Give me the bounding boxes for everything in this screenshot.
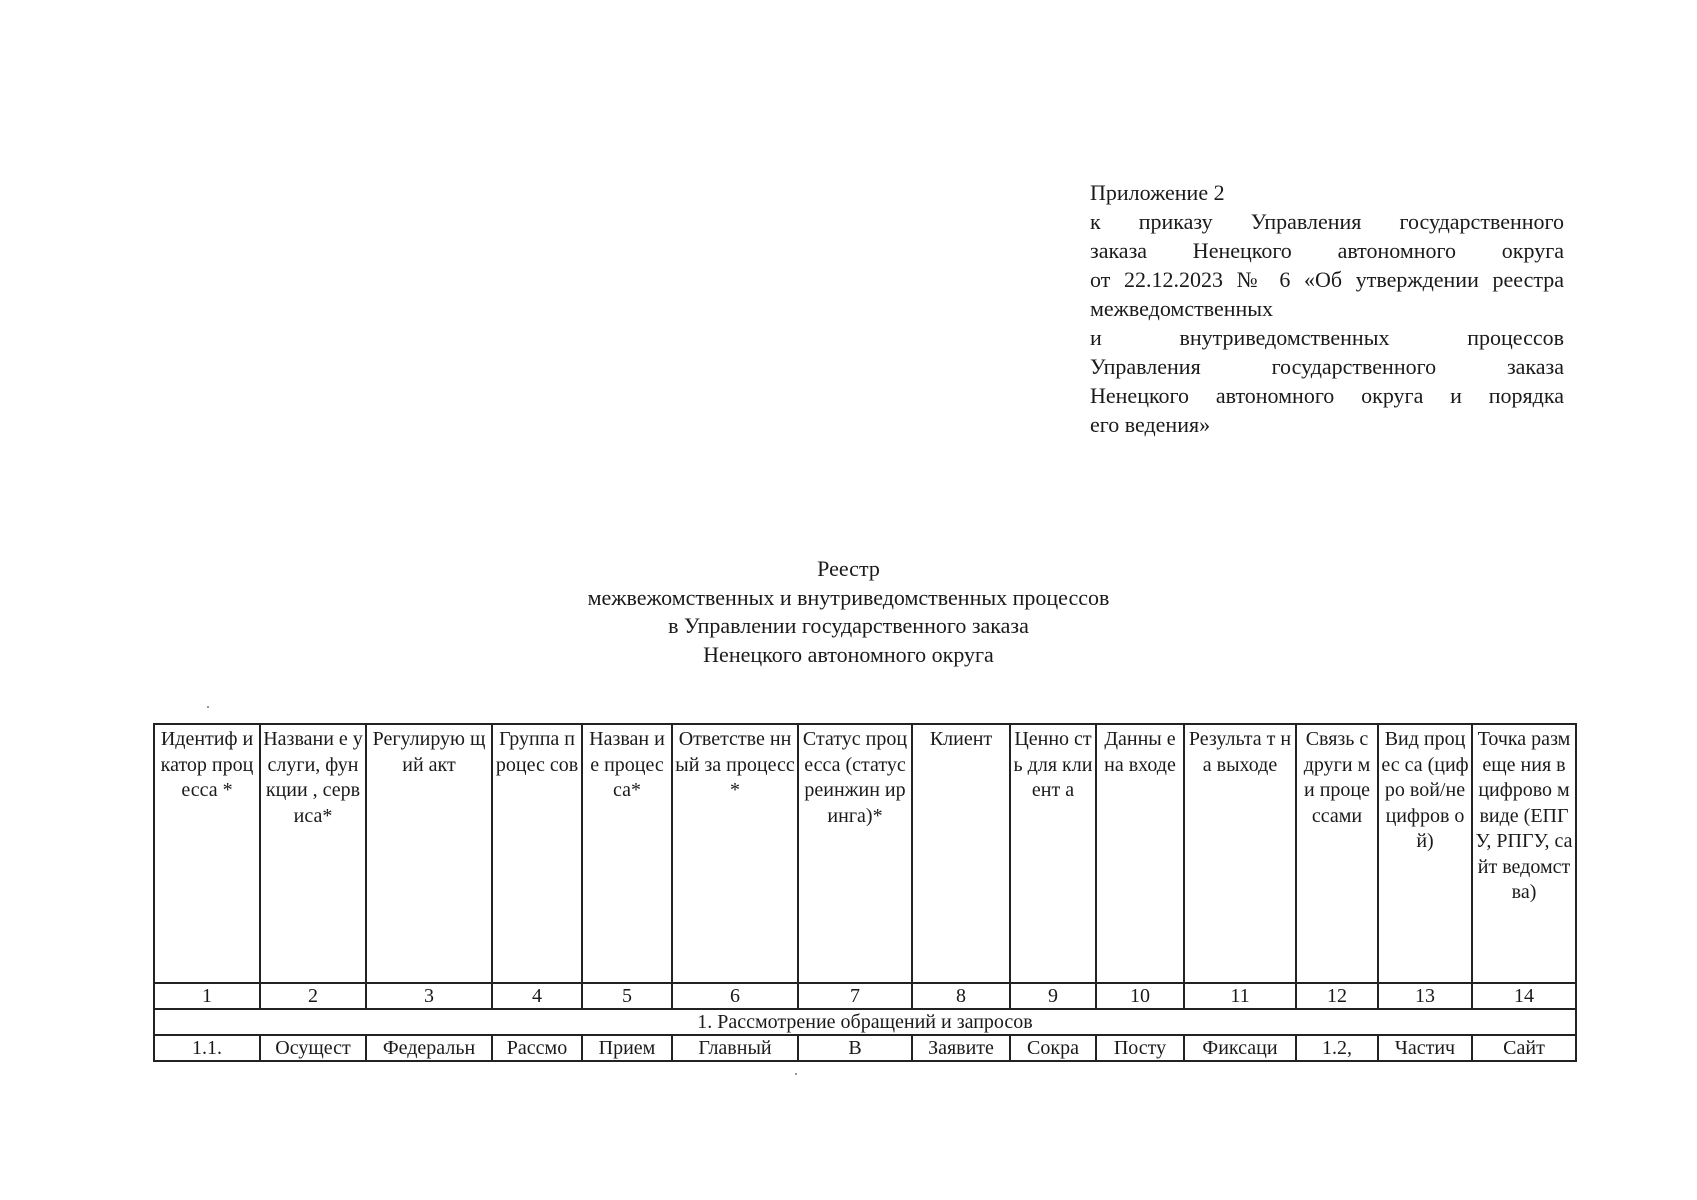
registry-title-line: в Управлении государственного заказа bbox=[668, 613, 1029, 638]
scan-speck bbox=[207, 706, 209, 708]
appendix-line: к приказу Управления государственного bbox=[1090, 209, 1564, 234]
appendix-block bbox=[1090, 178, 1564, 439]
column-number: 13 bbox=[1378, 983, 1472, 1009]
column-number: 7 bbox=[798, 983, 912, 1009]
column-number: 14 bbox=[1472, 983, 1576, 1009]
table-cell: Частич bbox=[1378, 1035, 1472, 1061]
column-header: Назван ие процес са* bbox=[582, 724, 672, 983]
appendix-line: Управления государственного заказа bbox=[1090, 354, 1564, 379]
table-cell: Прием bbox=[582, 1035, 672, 1061]
registry-title-line: межвежомственных и внутриведомственных процессов bbox=[587, 584, 1110, 610]
column-number: 9 bbox=[1010, 983, 1096, 1009]
table-cell: 1.1. bbox=[154, 1035, 260, 1061]
column-number: 11 bbox=[1184, 983, 1296, 1009]
registry-title-line: Реестр bbox=[817, 556, 880, 581]
column-number-row bbox=[154, 983, 1576, 1009]
column-number: 2 bbox=[260, 983, 366, 1009]
column-header: Названи е услуги, функции , сервиса* bbox=[260, 724, 366, 983]
column-number: 6 bbox=[672, 983, 798, 1009]
appendix-line: Ненецкого автономного округа и порядка bbox=[1090, 383, 1564, 408]
column-number: 1 bbox=[154, 983, 260, 1009]
column-header: Ответстве нный за процесс* bbox=[672, 724, 798, 983]
column-header: Клиент bbox=[912, 724, 1010, 983]
column-header: Связь с други ми проце ссами bbox=[1296, 724, 1378, 983]
section-row bbox=[154, 1009, 1576, 1035]
table-cell: Федеральн bbox=[366, 1035, 492, 1061]
table-cell: Осущест bbox=[260, 1035, 366, 1061]
column-header: Ценно сть для клиент а bbox=[1010, 724, 1096, 983]
column-header: Вид процес са (цифро вой/не цифров ой) bbox=[1378, 724, 1472, 983]
table-row bbox=[154, 1035, 1576, 1061]
section-title: 1. Рассмотрение обращений и запросов bbox=[154, 1009, 1576, 1035]
appendix-line: межведомственных bbox=[1090, 296, 1274, 321]
registry-title bbox=[0, 555, 1697, 669]
table-cell: Сокра bbox=[1010, 1035, 1096, 1061]
column-header: Регулирую щий акт bbox=[366, 724, 492, 983]
column-header: Данны е на входе bbox=[1096, 724, 1184, 983]
appendix-line: заказа Ненецкого автономного округа bbox=[1090, 238, 1564, 263]
header-row bbox=[154, 724, 1576, 983]
appendix-title: Приложение 2 bbox=[1090, 180, 1225, 205]
appendix-line: и внутриведомственных процессов bbox=[1090, 325, 1564, 350]
column-number: 5 bbox=[582, 983, 672, 1009]
table-cell: 1.2, bbox=[1296, 1035, 1378, 1061]
column-number: 10 bbox=[1096, 983, 1184, 1009]
table-cell: Сайт bbox=[1472, 1035, 1576, 1061]
table-cell: Заявите bbox=[912, 1035, 1010, 1061]
column-number: 8 bbox=[912, 983, 1010, 1009]
column-header: Идентиф икатор процесса * bbox=[154, 724, 260, 983]
registry-table bbox=[153, 723, 1577, 1062]
column-header: Группа процес сов bbox=[492, 724, 582, 983]
table-cell: В bbox=[798, 1035, 912, 1061]
column-header: Результа т на выходе bbox=[1184, 724, 1296, 983]
registry-title-line: Ненецкого автономного округа bbox=[703, 641, 994, 667]
table-cell: Рассмо bbox=[492, 1035, 582, 1061]
table-cell: Фиксаци bbox=[1184, 1035, 1296, 1061]
appendix-line: его ведения» bbox=[1090, 412, 1211, 437]
column-header: Точка размеще ния в цифрово м виде (ЕПГУ, РПГУ, сайт ведомст ва) bbox=[1472, 724, 1576, 983]
scan-speck bbox=[795, 1073, 797, 1075]
column-header: Статус процесса (статус реинжин иринга)* bbox=[798, 724, 912, 983]
table-cell: Посту bbox=[1096, 1035, 1184, 1061]
appendix-line: от 22.12.2023 № 6 «Об утверждении реестра bbox=[1090, 267, 1564, 292]
column-number: 3 bbox=[366, 983, 492, 1009]
column-number: 4 bbox=[492, 983, 582, 1009]
table-cell: Главный bbox=[672, 1035, 798, 1061]
column-number: 12 bbox=[1296, 983, 1378, 1009]
